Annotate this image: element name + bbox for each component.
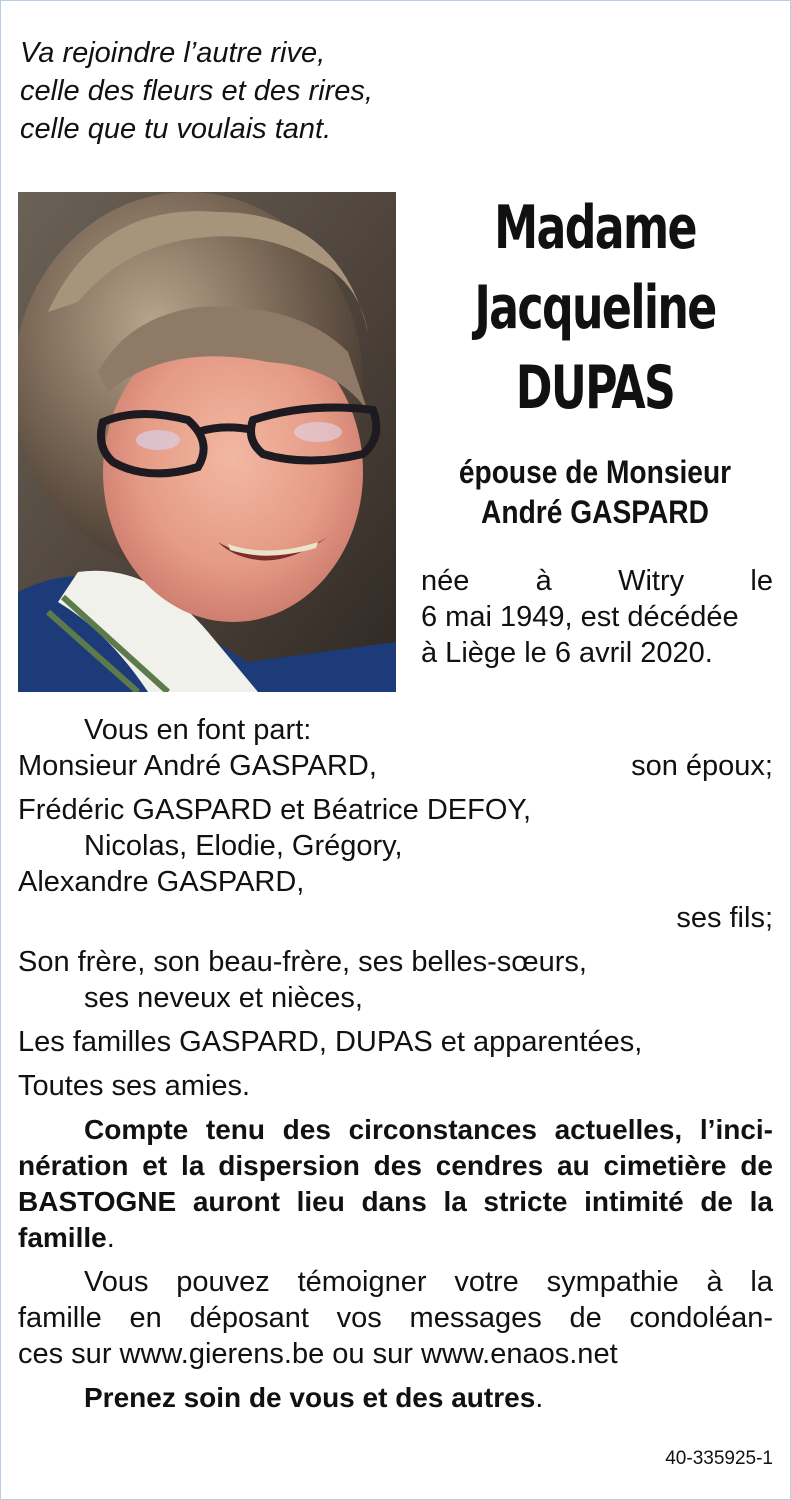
announcement-body bbox=[18, 712, 773, 1416]
poem-line: celle des fleurs et des rires, bbox=[20, 75, 373, 107]
poem bbox=[20, 34, 373, 148]
notice-end-word: famille bbox=[18, 1222, 107, 1253]
sons-role: ses fils; bbox=[676, 902, 773, 934]
deceased-name bbox=[410, 188, 780, 428]
poem-line: Va rejoindre l’autre rive, bbox=[20, 37, 326, 69]
closing-line bbox=[18, 1380, 773, 1416]
husband-name: Monsieur André GASPARD, bbox=[18, 750, 377, 782]
portrait-photo bbox=[18, 192, 396, 692]
closing-text: Prenez soin de vous et des autres bbox=[84, 1382, 536, 1413]
title-line: DUPAS bbox=[515, 353, 675, 423]
spouse-line: André GASPARD bbox=[481, 494, 709, 530]
title-line: Madame bbox=[494, 193, 696, 263]
husband-row bbox=[18, 748, 773, 784]
siblings-line: ses neveux et nièces, bbox=[84, 982, 363, 1014]
condolences-line: ces sur www.gierens.be ou sur www.enaos.net bbox=[18, 1338, 618, 1370]
born-line: 6 mai 1949, est décédée bbox=[421, 601, 739, 633]
condolences-line: famille en déposant vos messages de condoléan- bbox=[18, 1302, 773, 1334]
spouse-info bbox=[410, 452, 780, 532]
notice-line: nération et la dispersion des cendres au cimetière de bbox=[18, 1150, 773, 1181]
announce-intro: Vous en font part: bbox=[84, 714, 312, 746]
spouse-line: épouse de Monsieur bbox=[458, 454, 732, 490]
sons-line: Frédéric GASPARD et Béatrice DEFOY, bbox=[18, 794, 532, 826]
born-line: à Liège le 6 avril 2020. bbox=[421, 637, 713, 669]
notice-period: . bbox=[106, 1222, 115, 1254]
closing-period: . bbox=[535, 1382, 544, 1414]
poem-line: celle que tu voulais tant. bbox=[20, 113, 332, 145]
siblings-line: Son frère, son beau-frère, ses belles-sœurs, bbox=[18, 946, 587, 978]
friends-line: Toutes ses amies. bbox=[18, 1070, 251, 1102]
families-line: Les familles GASPARD, DUPAS et apparentées, bbox=[18, 1026, 643, 1058]
husband-role: son époux; bbox=[631, 750, 773, 782]
notice-line: BASTOGNE auront lieu dans la stricte intimité de la bbox=[18, 1186, 773, 1217]
condolences-line: Vous pouvez témoigner votre sympathie à la bbox=[84, 1266, 773, 1298]
born-line: née à Witry le bbox=[421, 565, 773, 597]
notice-line: Compte tenu des circonstances actuelles, l’inci- bbox=[84, 1114, 773, 1145]
birth-death-info bbox=[421, 563, 773, 671]
title-line: Jacqueline bbox=[474, 273, 716, 343]
condolences bbox=[18, 1264, 773, 1372]
ceremony-notice bbox=[18, 1112, 773, 1256]
notice-line bbox=[18, 1220, 773, 1256]
sons-line: Nicolas, Elodie, Grégory, bbox=[84, 830, 403, 862]
reference-number: 40-335925-1 bbox=[665, 1448, 773, 1469]
sons-line: Alexandre GASPARD, bbox=[18, 866, 305, 898]
